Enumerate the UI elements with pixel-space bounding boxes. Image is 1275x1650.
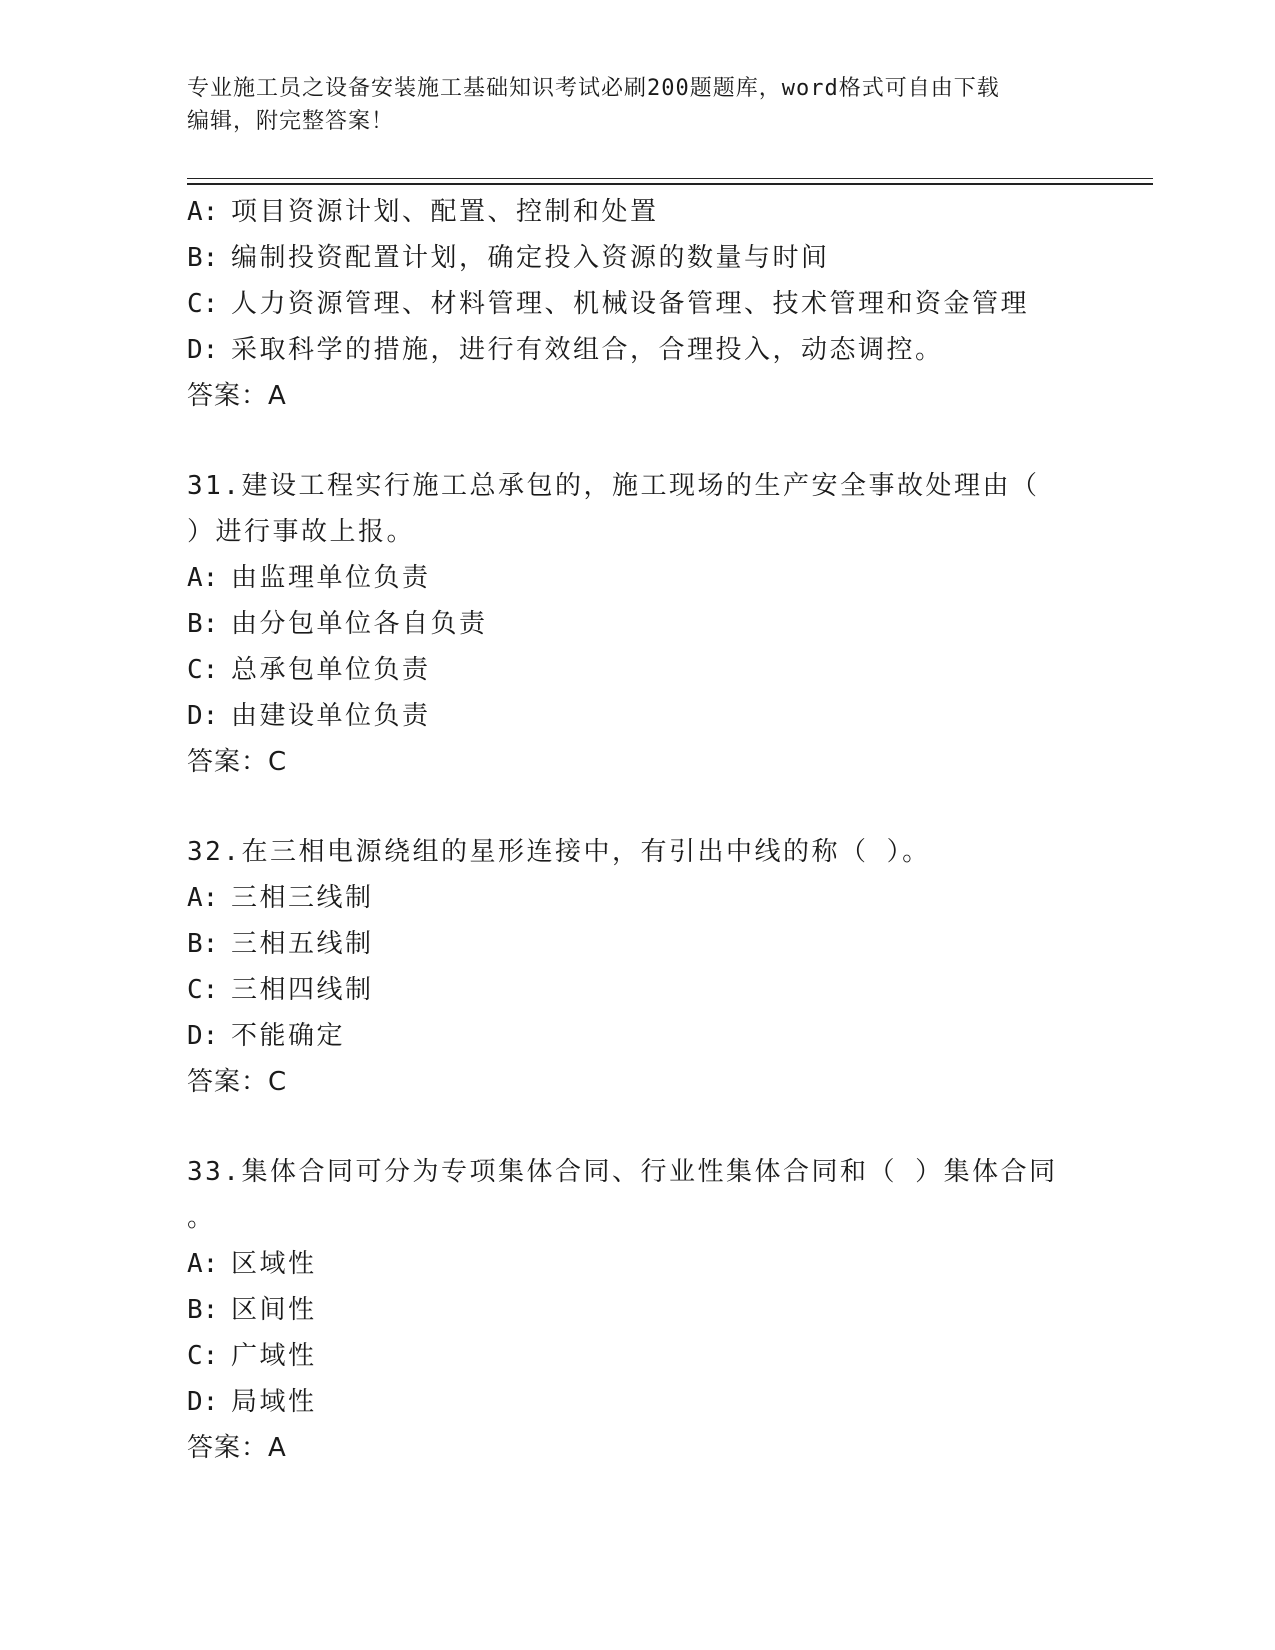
- option-prefix: A:: [187, 883, 219, 913]
- option-b: [187, 235, 1087, 281]
- option-b: [187, 921, 1087, 967]
- option-text: 总承包单位负责: [231, 655, 431, 685]
- option-text: 人力资源管理、材料管理、机械设备管理、技术管理和资金管理: [231, 289, 1030, 319]
- option-c: [187, 281, 1087, 327]
- option-c: [187, 1333, 1087, 1379]
- question-list: [187, 189, 1087, 1471]
- option-text: 由监理单位负责: [231, 563, 431, 593]
- option-prefix: D:: [187, 1387, 219, 1417]
- question-31: [187, 463, 1087, 785]
- question-30-options: [187, 189, 1087, 419]
- spacer: [187, 785, 1087, 829]
- header-title-line2: 编辑，附完整答案！: [187, 109, 395, 134]
- option-prefix: B:: [187, 929, 219, 959]
- option-a: [187, 189, 1087, 235]
- question-stem-line1: 32.在三相电源绕组的星形连接中，有引出中线的称（ ）。: [187, 837, 931, 867]
- option-d: [187, 1013, 1087, 1059]
- option-text: 不能确定: [231, 1021, 346, 1051]
- option-text: 局域性: [231, 1387, 317, 1417]
- spacer: [187, 419, 1087, 463]
- answer-line: 答案：A: [187, 381, 287, 411]
- option-a: [187, 555, 1087, 601]
- option-text: 编制投资配置计划，确定投入资源的数量与时间: [231, 243, 830, 273]
- question-stem-line2: ）进行事故上报。: [187, 517, 416, 547]
- document-header: [187, 72, 1067, 138]
- option-prefix: D:: [187, 335, 219, 365]
- question-32: [187, 829, 1087, 1105]
- option-d: [187, 693, 1087, 739]
- option-a: [187, 1241, 1087, 1287]
- option-text: 采取科学的措施，进行有效组合，合理投入，动态调控。: [231, 335, 944, 365]
- answer-line: 答案：C: [187, 1067, 288, 1097]
- option-prefix: C:: [187, 655, 219, 685]
- option-text: 项目资源计划、配置、控制和处置: [231, 197, 659, 227]
- spacer: [187, 1105, 1087, 1149]
- option-prefix: B:: [187, 243, 219, 273]
- answer-line: 答案：C: [187, 747, 288, 777]
- option-text: 三相四线制: [231, 975, 374, 1005]
- option-text: 区间性: [231, 1295, 317, 1325]
- option-c: [187, 967, 1087, 1013]
- option-text: 由建设单位负责: [231, 701, 431, 731]
- option-prefix: A:: [187, 563, 219, 593]
- option-text: 三相三线制: [231, 883, 374, 913]
- option-d: [187, 1379, 1087, 1425]
- header-divider-thin: [187, 178, 1153, 179]
- option-prefix: C:: [187, 975, 219, 1005]
- option-c: [187, 647, 1087, 693]
- option-prefix: C:: [187, 1341, 219, 1371]
- question-stem-line2: 。: [187, 1203, 216, 1233]
- option-text: 由分包单位各自负责: [231, 609, 488, 639]
- option-text: 区域性: [231, 1249, 317, 1279]
- option-a: [187, 875, 1087, 921]
- option-text: 三相五线制: [231, 929, 374, 959]
- option-prefix: D:: [187, 1021, 219, 1051]
- question-stem-line1: 33.集体合同可分为专项集体合同、行业性集体合同和（ ）集体合同: [187, 1157, 1058, 1187]
- question-33: [187, 1149, 1087, 1471]
- option-b: [187, 601, 1087, 647]
- option-text: 广域性: [231, 1341, 317, 1371]
- option-prefix: D:: [187, 701, 219, 731]
- question-stem-line1: 31.建设工程实行施工总承包的，施工现场的生产安全事故处理由（: [187, 471, 1040, 501]
- option-prefix: B:: [187, 1295, 219, 1325]
- header-title-line1: 专业施工员之设备安装施工基础知识考试必刷200题题库，word格式可自由下载: [187, 76, 1000, 101]
- option-prefix: B:: [187, 609, 219, 639]
- option-prefix: C:: [187, 289, 219, 319]
- option-d: [187, 327, 1087, 373]
- answer-line: 答案：A: [187, 1433, 287, 1463]
- option-prefix: A:: [187, 1249, 219, 1279]
- option-prefix: A:: [187, 197, 219, 227]
- header-divider-thick: [187, 183, 1153, 185]
- option-b: [187, 1287, 1087, 1333]
